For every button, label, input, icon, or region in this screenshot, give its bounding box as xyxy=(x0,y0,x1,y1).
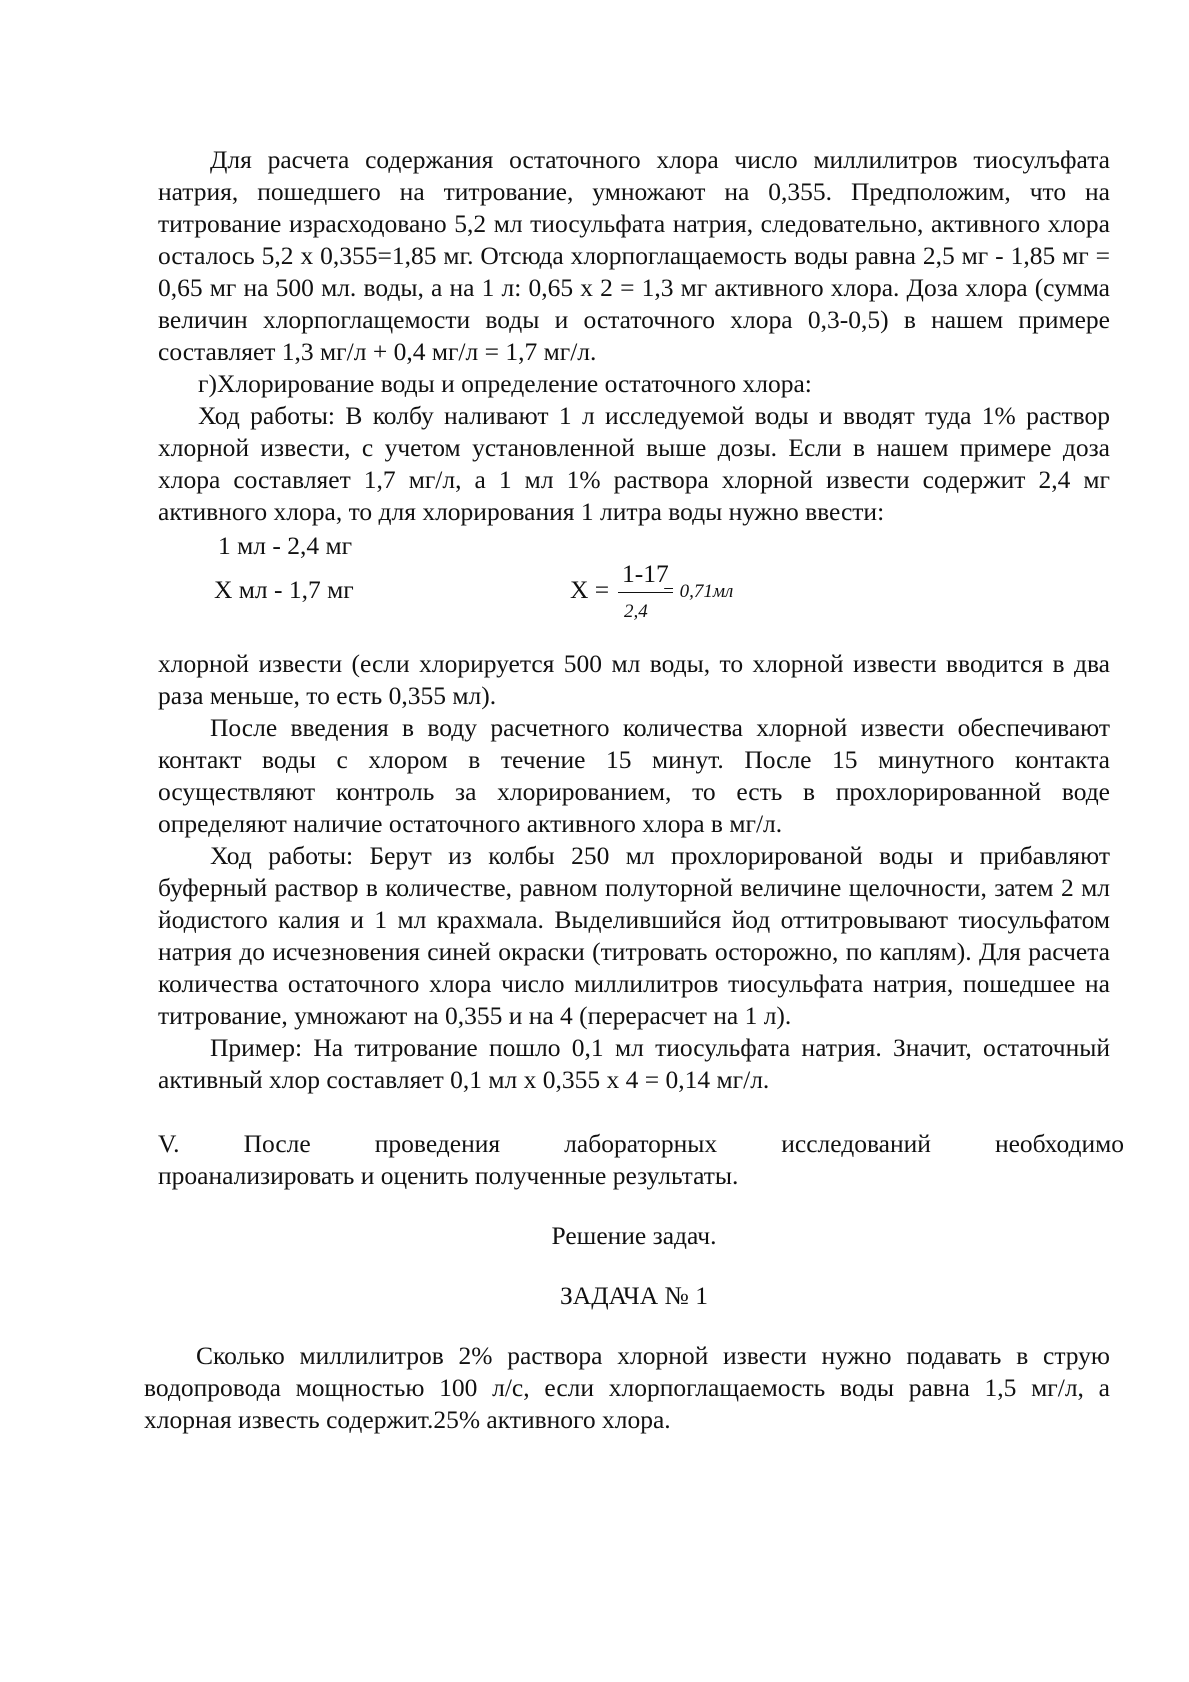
heading-solutions: Решение задач. xyxy=(551,1221,717,1250)
section-v-word: После xyxy=(243,1129,311,1158)
paragraph-example: Пример: На титрование пошло 0,1 мл тиосульфата натрия. Значит, остаточный активный хлор составляет 0,1 мл х 0,355 х 4 = 0,14 мг/л. xyxy=(158,1033,1110,1094)
formula-numerator: 1-17 xyxy=(622,559,669,588)
section-v-word: проведения xyxy=(374,1129,501,1158)
section-v-continuation: проанализировать и оценить полученные результаты. xyxy=(158,1161,739,1190)
section-v-word: лабораторных xyxy=(564,1129,718,1158)
section-v-word: исследований xyxy=(781,1129,931,1158)
fraction-formula xyxy=(570,558,770,630)
section-v-word: V. xyxy=(158,1129,180,1158)
section-v-word: необходимо xyxy=(994,1129,1124,1158)
paragraph-subsection-g: г)Хлорирование воды и определение остаточного хлора: xyxy=(198,369,812,398)
paragraph-contact-time: После введения в воду расчетного количества хлорной извести обеспечивают контакт воды с хлором в течение 15 минут. После 15 минутного контакта осуществляют контроль за хлорированием, то есть в прохлорированной воде определяют наличие остаточного активного хлора в мг/л. xyxy=(158,713,1110,838)
heading-task-1: ЗАДАЧА № 1 xyxy=(560,1281,708,1310)
formula-x: Х = xyxy=(570,575,610,604)
paragraph-procedure-1: Ход работы: В колбу наливают 1 л исследуемой воды и вводят туда 1% раствор хлорной извести, с учетом установленной выше дозы. Если в нашем примере доза хлора составляет 1,7 мг/л, а 1 мл 1% раствора хлорной извести содержит 2,4 мг активного хлора, то для хлорирования 1 литра воды нужно ввести: xyxy=(158,401,1110,526)
paragraph-bleach-amount: хлорной извести (если хлорируется 500 мл воды, то хлорной извести вводится в два раза меньше, то есть 0,355 мл). xyxy=(158,649,1110,710)
formula-denominator: 2,4 xyxy=(624,601,648,622)
paragraph-residual-chlorine-calc: Для расчета содержания остаточного хлора число миллилитров тиосулъфата натрия, пошедшего на титрование, умножают на 0,355. Предположим, что на титрование израсходовано 5,2 мл тиосульфата натрия, следовательно, активного хлора осталось 5,2 х 0,355=1,85 мг. Отсюда хлорпоглащаемость воды равна 2,5 мг - 1,85 мг = 0,65 мг на 500 мл. воды, а на 1 л: 0,65 х 2 = 1,3 мг активного хлора. Доза хлора (сумма величин хлорпоглащемости воды и остаточного хлора 0,3-0,5) в нашем примере составляет 1,3 мг/л + 0,4 мг/л = 1,7 мг/л. xyxy=(158,145,1110,366)
proportion-calculation xyxy=(158,528,1110,648)
formula-result: = 0,71мл xyxy=(662,581,734,602)
paragraph-task-1: Сколько миллилитров 2% раствора хлорной извести нужно подавать в струю водопровода мощностью 100 л/с, если хлорпоглащаемость воды равна 1,5 мг/л, а хлорная известь содержит.25% активного хлора. xyxy=(144,1341,1110,1434)
section-v-first-line xyxy=(158,1128,1124,1160)
proportion-line-2: Х мл - 1,7 мг xyxy=(214,575,354,604)
paragraph-procedure-2: Ход работы: Берут из колбы 250 мл прохлорированой воды и прибавляют буферный раствор в количестве, равном полуторной величине щелочности, затем 2 мл йодистого калия и 1 мл крахмала. Выделившийся йод оттитровывают тиосульфатом натрия до исчезновения синей окраски (титровать осторожно, по каплям). Для расчета количества остаточного хлора число миллилитров тиосульфата натрия, пошедшее на титрование, умножают на 0,355 и на 4 (перерасчет на 1 л). xyxy=(158,841,1110,1030)
proportion-line-1: 1 мл - 2,4 мг xyxy=(218,531,353,560)
document-body xyxy=(144,144,1124,1436)
